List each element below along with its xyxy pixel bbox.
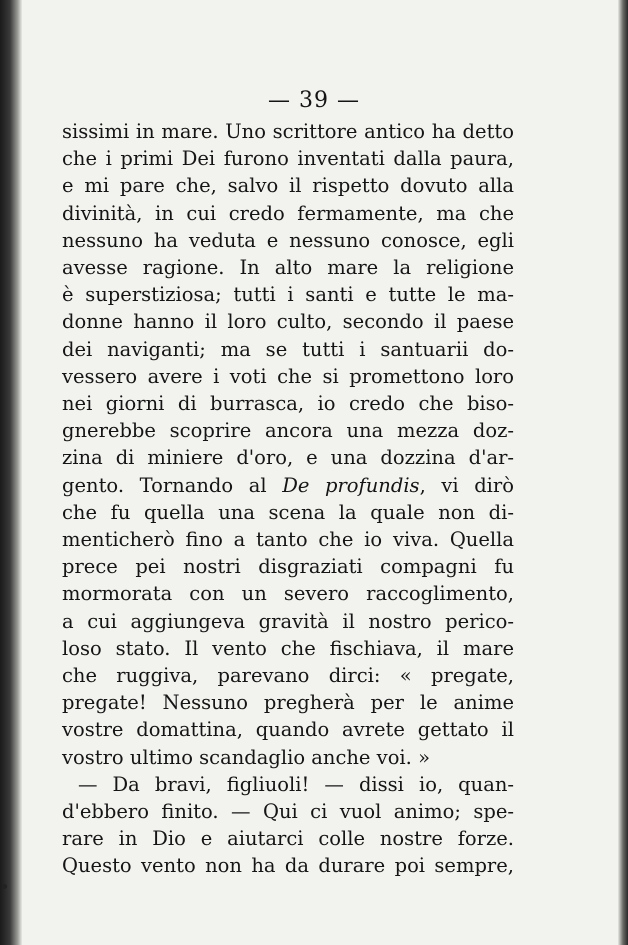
text-line: zina di miniere d'oro, e una dozzina d'ar- — [62, 446, 514, 470]
text-line: prece pei nostri disgraziati compagni fu — [62, 555, 514, 579]
text-line: nessuno ha veduta e nessuno conosce, egli — [62, 228, 514, 252]
text-line: vostro ultimo scandaglio anche voi. » — [62, 745, 430, 769]
text-line: d'ebbero finito. — Qui ci vuol animo; spe- — [62, 800, 514, 824]
text-line: — Da bravi, figliuoli! — dissi io, quan- — [78, 772, 514, 796]
text-line: vessero avere i voti che si promettono loro — [62, 364, 514, 388]
latin-title: De profundis — [282, 473, 420, 497]
text-line: menticherò fino a tanto che io viva. Quella — [62, 528, 514, 552]
text-line: pregate! Nessuno pregherà per le anime — [62, 691, 514, 715]
text-line: che fu quella una scena la quale non di- — [62, 500, 514, 524]
text-line: divinità, in cui credo fermamente, ma che — [62, 201, 514, 225]
text-line: loso stato. Il vento che fischiava, il mare — [62, 636, 514, 660]
paper-speck — [2, 884, 7, 889]
text-line: Questo vento non ha da durare poi sempre, — [62, 854, 514, 878]
text-line: e mi pare che, salvo il rispetto dovuto alla — [62, 174, 514, 198]
text-line: vostre domattina, quando avrete gettato il — [62, 718, 514, 742]
text-line: è superstiziosa; tutti i santi e tutte le ma- — [62, 283, 514, 307]
binding-edge — [0, 0, 22, 945]
text-line: che ruggiva, parevano dirci: « pregate, — [62, 664, 514, 688]
text-line: mormorata con un severo raccoglimento, — [62, 582, 514, 606]
text-line: sissimi in mare. Uno scrittore antico ha detto — [62, 120, 514, 143]
page-number: — 39 — — [268, 88, 360, 113]
text-line: rare in Dio e aiutarci colle nostre forze. — [62, 827, 514, 851]
page-edge — [618, 0, 628, 945]
text-line: donne hanno il loro culto, secondo il paese — [62, 310, 514, 334]
text-line: che i primi Dei furono inventati dalla paura, — [62, 147, 514, 171]
text-line: a cui aggiungeva gravità il nostro perico- — [62, 609, 514, 633]
text-line: gnerebbe scoprire ancora una mezza doz- — [62, 419, 514, 443]
text-line: nei giorni di burrasca, io credo che biso- — [62, 392, 514, 416]
text-line: dei naviganti; ma se tutti i santuarii do- — [62, 337, 514, 361]
text-line: avesse ragione. In alto mare la religione — [62, 256, 514, 280]
text-line: gento. Tornando al De profundis, vi dirò — [62, 473, 514, 497]
body-text — [62, 118, 514, 880]
